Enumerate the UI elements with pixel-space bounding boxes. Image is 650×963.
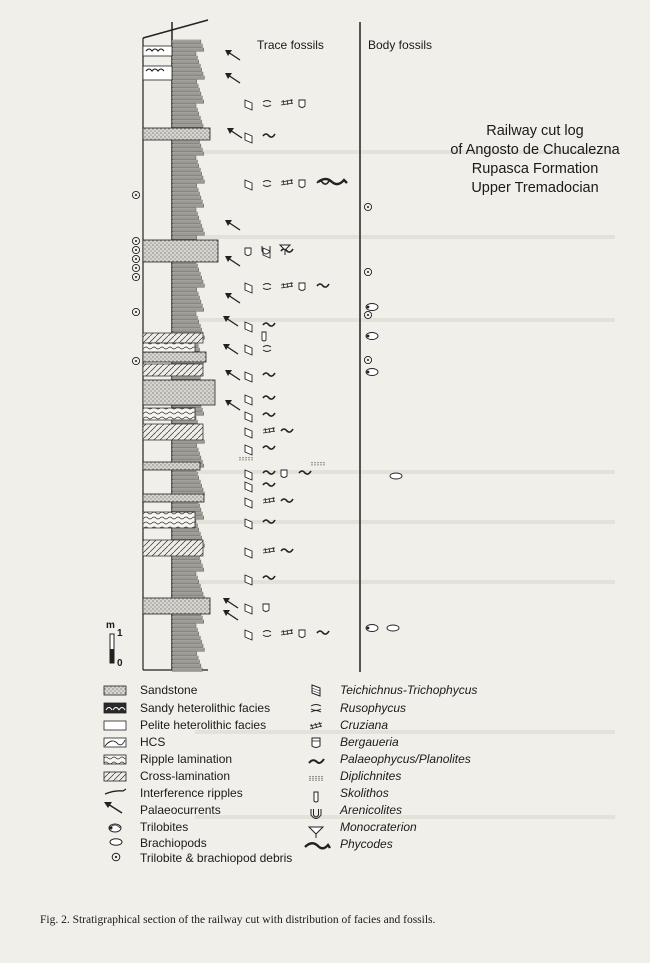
pelite-bed <box>172 196 201 199</box>
legend-sandstone: Sandstone <box>140 683 198 697</box>
pelite-bed <box>172 288 197 291</box>
legend-rusophycus: Rusophycus <box>340 701 407 715</box>
diplichnites-mark <box>240 457 252 461</box>
pelite-bed <box>172 264 197 267</box>
palaeocurrent-arrows <box>223 50 242 620</box>
pelite-bed <box>172 528 199 531</box>
pelite-bed <box>172 140 200 143</box>
pelite-bed <box>172 268 199 271</box>
pelite-bed <box>172 320 199 323</box>
rusophycus-mark <box>263 101 271 107</box>
debris-dot <box>135 249 137 251</box>
sandy-heterolithic-bed <box>143 66 172 80</box>
teichichnus-mark <box>245 100 252 110</box>
pelite-bed <box>172 124 203 127</box>
hcs-swatch <box>104 738 126 747</box>
pelite-bed <box>172 484 202 487</box>
pelite-bed <box>172 580 199 583</box>
pelite-bed <box>172 452 200 455</box>
pelite-bed <box>172 232 204 235</box>
trace-fossil-rows <box>240 99 347 640</box>
legend-left-icons <box>104 686 126 861</box>
teichichnus-mark <box>245 395 252 405</box>
body-debris-dot <box>367 314 369 316</box>
legend-cross-lamination: Cross-lamination <box>140 769 231 783</box>
scale-bar-lower <box>110 649 114 663</box>
laminated-bed <box>143 424 203 440</box>
trilobite-eye <box>367 335 370 338</box>
pelite-bed <box>172 48 204 51</box>
sandstone-swatch <box>104 686 126 695</box>
teichichnus-mark <box>245 345 252 355</box>
pelite-bed <box>172 376 200 379</box>
brachiopod-mark <box>387 625 399 631</box>
pelite-bed <box>172 592 203 595</box>
pelite-bed <box>172 176 203 179</box>
pelite-bed <box>172 228 203 231</box>
pelite-bed <box>172 204 204 207</box>
pelite-bed <box>172 280 203 283</box>
laminated-bed <box>143 333 203 343</box>
pelite-bed <box>172 644 203 647</box>
laminated-bed <box>143 343 195 352</box>
palaeocurrent-arrow-head <box>225 50 232 56</box>
trilobite-eye <box>367 371 370 374</box>
pelite-bed <box>172 80 197 83</box>
legend-trilobites: Trilobites <box>140 820 189 834</box>
teichichnus-mark <box>245 548 252 558</box>
palaeophycus-mark <box>263 134 275 137</box>
diplichnites-icon <box>310 776 322 781</box>
palaeocurrent-arrow-head <box>223 316 230 322</box>
pelite-bed <box>172 472 197 475</box>
legend-arenicolites: Arenicolites <box>340 803 403 817</box>
teichichnus-mark <box>245 133 252 143</box>
pelite-bed <box>172 84 198 87</box>
pelite-bed <box>172 160 197 163</box>
legend-phycodes: Phycodes <box>340 837 393 851</box>
debris-dot <box>135 276 137 278</box>
teichichnus-mark <box>245 482 252 492</box>
legend-hcs: HCS <box>140 735 166 749</box>
debris-markers <box>132 191 139 364</box>
legend-palaeophycus: Palaeophycus/Planolites <box>340 752 471 766</box>
sandstone-bed <box>143 598 210 614</box>
pelite-bed <box>172 172 202 175</box>
laminated-bed <box>143 540 203 556</box>
figure-caption: Fig. 2. Stratigraphical section of the railway cut with distribution of facies and fossils. <box>40 914 436 926</box>
pelite-heterolithic-swatch <box>104 721 126 730</box>
legend-interference-ripples: Interference ripples <box>140 786 243 800</box>
pelite-bed <box>172 108 197 111</box>
skolithos-icon <box>314 792 318 802</box>
bergaueria-mark <box>263 604 269 612</box>
cruziana-icon <box>310 722 322 729</box>
legend-cruziana: Cruziana <box>340 718 389 732</box>
pelite-bed <box>172 296 200 299</box>
teichichnus-mark <box>245 322 252 332</box>
legend-ripple-lamination: Ripple lamination <box>140 752 233 766</box>
debris-dot <box>135 240 137 242</box>
interference-ripples-icon <box>105 789 126 794</box>
monocraterion-icon <box>309 827 323 838</box>
pelite-bed <box>172 568 204 571</box>
palaeocurrent-arrow-head <box>225 400 232 406</box>
teichichnus-mark <box>245 519 252 529</box>
palaeocurrent-arrow-head <box>223 344 230 350</box>
pelite-bed <box>172 156 196 159</box>
debris-icon <box>112 853 120 861</box>
pelite-bed <box>172 652 197 655</box>
pelite-bed <box>172 576 197 579</box>
pelite-bed <box>172 40 201 43</box>
diplichnites-mark <box>312 462 324 466</box>
pelite-bed <box>172 220 200 223</box>
pelite-bed <box>172 180 204 183</box>
palaeocurrent-arrow-head <box>225 73 232 79</box>
pelite-bed <box>172 572 196 575</box>
palaeophycus-mark <box>263 396 275 399</box>
palaeophycus-mark <box>281 499 293 502</box>
pelite-bed <box>172 96 202 99</box>
pelite-bed <box>172 624 196 627</box>
pelite-bed <box>172 660 200 663</box>
debris-dot <box>135 267 137 269</box>
pelite-bed <box>172 508 201 511</box>
pelite-bed <box>172 292 198 295</box>
pelite-bed <box>172 536 202 539</box>
pelite-bed <box>172 564 202 567</box>
trilobite-eye <box>367 627 370 630</box>
legend-skolithos: Skolithos <box>340 786 389 800</box>
teichichnus-mark <box>245 604 252 614</box>
scale-unit: m <box>106 620 115 631</box>
pelite-bed <box>172 284 204 287</box>
column-top-cut <box>143 20 208 38</box>
lithology-column <box>143 20 218 671</box>
brachiopod-mark <box>390 473 402 479</box>
rusophycus-mark <box>263 631 271 637</box>
pelite-bed <box>172 216 199 219</box>
teichichnus-mark <box>245 412 252 422</box>
cross-lamination-swatch <box>104 772 126 781</box>
legend-bergaueria: Bergaueria <box>340 735 399 749</box>
pelite-bed <box>172 116 200 119</box>
pelite-bed <box>172 456 201 459</box>
brachiopod-icon <box>110 839 122 845</box>
pelite-bed <box>172 212 197 215</box>
bed-stack <box>143 40 218 671</box>
pelite-bed <box>172 60 199 63</box>
scale-bar <box>110 634 114 663</box>
pelite-bed <box>172 620 204 623</box>
rusophycus-icon <box>311 705 321 713</box>
pelite-bed <box>172 420 197 423</box>
sandstone-bed <box>143 240 218 262</box>
pelite-bed <box>172 148 202 151</box>
pelite-bed <box>172 628 197 631</box>
palaeophycus-mark <box>263 483 275 486</box>
scale-zero: 0 <box>117 658 123 669</box>
sandstone-bed <box>143 352 206 362</box>
trace-fossils-header: Trace fossils <box>257 38 324 52</box>
pelite-bed <box>172 316 197 319</box>
pelite-bed <box>172 648 204 651</box>
teichichnus-mark <box>245 470 252 480</box>
debris-dot <box>135 311 137 313</box>
teichichnus-mark <box>245 498 252 508</box>
phycodes-icon <box>305 843 330 848</box>
trilobite-eye <box>367 306 370 309</box>
cruziana-mark <box>281 99 293 105</box>
pelite-bed <box>172 440 204 443</box>
ripple-lamination-swatch <box>104 755 126 764</box>
pelite-bed <box>172 668 202 671</box>
pelite-bed <box>172 72 203 75</box>
cruziana-mark <box>263 497 275 503</box>
body-debris-dot <box>367 359 369 361</box>
pelite-bed <box>172 664 201 667</box>
pelite-bed <box>172 636 200 639</box>
title-line-1: Railway cut log <box>486 123 584 139</box>
pelite-bed <box>172 200 202 203</box>
legend-brachiopods: Brachiopods <box>140 836 207 850</box>
pelite-bed <box>172 64 200 67</box>
pelite-bed <box>172 584 200 587</box>
pelite-bed <box>172 104 196 107</box>
cruziana-mark <box>281 282 293 288</box>
cruziana-mark <box>281 629 293 635</box>
teichichnus-mark <box>245 283 252 293</box>
legend-pelite-heterolithic: Pelite heterolithic facies <box>140 718 267 732</box>
pelite-bed <box>172 224 202 227</box>
palaeophycus-icon <box>309 759 324 763</box>
pelite-bed <box>172 44 202 47</box>
teichichnus-mark <box>245 428 252 438</box>
teichichnus-mark <box>245 630 252 640</box>
arenicolites-icon <box>311 809 321 819</box>
pelite-bed <box>172 640 202 643</box>
body-debris-dot <box>367 206 369 208</box>
palaeophycus-mark <box>263 323 275 326</box>
body-debris-dot <box>367 271 369 273</box>
palaeophycus-mark <box>281 549 293 552</box>
pelite-bed <box>172 304 202 307</box>
laminated-bed <box>143 364 203 376</box>
legend-monocraterion: Monocraterion <box>340 820 417 834</box>
pelite-bed <box>172 300 201 303</box>
pelite-bed <box>172 92 201 95</box>
pelite-bed <box>172 68 202 71</box>
laminated-bed <box>143 512 195 528</box>
pelite-bed <box>172 56 197 59</box>
rusophycus-mark <box>263 346 271 352</box>
rusophycus-mark <box>263 284 271 290</box>
palaeophycus-mark <box>281 429 293 432</box>
palaeocurrent-arrow-head <box>227 128 234 134</box>
teichichnus-mark <box>245 445 252 455</box>
pelite-bed <box>172 88 200 91</box>
cruziana-mark <box>263 547 275 553</box>
pelite-bed <box>172 184 197 187</box>
pelite-bed <box>172 144 201 147</box>
teichichnus-icon <box>312 685 320 696</box>
pelite-bed <box>172 312 196 315</box>
palaeocurrent-arrow-head <box>225 256 232 262</box>
legend-sandy-heterolithic: Sandy heterolithic facies <box>140 701 271 715</box>
palaeophycus-mark <box>263 520 275 523</box>
pelite-bed <box>172 112 199 115</box>
pelite-bed <box>172 656 198 659</box>
pelite-bed <box>172 616 202 619</box>
bergaueria-mark <box>245 248 251 256</box>
pelite-bed <box>172 152 204 155</box>
bergaueria-mark <box>299 180 305 188</box>
palaeocurrent-arrow-head <box>223 598 230 604</box>
teichichnus-mark <box>245 372 252 382</box>
sandstone-bed <box>143 128 210 140</box>
body-fossil-markers <box>364 203 402 631</box>
title-line-4: Upper Tremadocian <box>471 180 599 196</box>
skolithos-mark <box>262 332 266 341</box>
pelite-bed <box>172 480 200 483</box>
title-line-2: of Angosto de Chucalezna <box>450 142 620 158</box>
pelite-bed <box>172 236 197 239</box>
trilobite-icon <box>109 824 121 832</box>
pelite-bed <box>172 488 203 491</box>
sandstone-bed <box>143 380 215 405</box>
pelite-bed <box>172 632 199 635</box>
sandstone-bed <box>143 494 204 502</box>
body-fossils-header: Body fossils <box>368 38 433 52</box>
palaeocurrent-arrow-head <box>225 220 232 226</box>
pelite-bed <box>172 504 200 507</box>
palaeophycus-mark <box>317 631 329 634</box>
cruziana-mark <box>281 179 293 185</box>
legend-diplichnites: Diplichnites <box>340 769 402 783</box>
legend-debris: Trilobite & brachiopod debris <box>140 851 293 865</box>
palaeocurrent-arrow-head <box>225 293 232 299</box>
palaeocurrent-arrow-head <box>225 370 232 376</box>
palaeophycus-mark <box>263 373 275 376</box>
pelite-bed <box>172 556 200 559</box>
pelite-bed <box>172 328 202 331</box>
bergaueria-mark <box>299 283 305 291</box>
pelite-bed <box>172 76 204 79</box>
pelite-bed <box>172 168 200 171</box>
teichichnus-mark <box>245 180 252 190</box>
pelite-bed <box>172 100 204 103</box>
pelite-bed <box>172 120 202 123</box>
legend-teichichnus: Teichichnus-Trichophycus <box>340 683 478 697</box>
pelite-bed <box>172 324 200 327</box>
palaeocurrent-arrow-head <box>223 610 230 616</box>
palaeophycus-mark <box>281 249 293 252</box>
title-line-3: Rupasca Formation <box>471 161 599 177</box>
palaeocurrent-arrow-shaft-icon <box>108 804 122 813</box>
rusophycus-mark <box>263 181 271 187</box>
legend-right-icons <box>305 685 330 848</box>
bergaueria-icon <box>312 738 320 748</box>
debris-dot <box>135 360 137 362</box>
palaeophycus-mark <box>263 471 275 474</box>
cruziana-mark <box>263 427 275 433</box>
pelite-bed <box>172 448 198 451</box>
pelite-bed <box>172 208 196 211</box>
pelite-bed <box>172 308 204 311</box>
scale-one: 1 <box>117 628 123 639</box>
pelite-bed <box>172 476 199 479</box>
palaeophycus-mark <box>263 413 275 416</box>
pelite-bed <box>172 444 197 447</box>
pelite-bed <box>172 560 201 563</box>
palaeophycus-mark <box>299 471 311 474</box>
pelite-bed <box>172 588 202 591</box>
pelite-bed <box>172 532 200 535</box>
pelite-bed <box>172 188 198 191</box>
debris-dot <box>135 194 137 196</box>
pelite-bed <box>172 52 196 55</box>
bergaueria-mark <box>299 630 305 638</box>
pelite-bed <box>172 192 200 195</box>
pelite-bed <box>172 276 202 279</box>
pelite-bed <box>172 164 199 167</box>
bergaueria-mark <box>281 470 287 478</box>
legend-palaeocurrents: Palaeocurrents <box>140 803 221 817</box>
debris-dot <box>135 258 137 260</box>
laminated-bed <box>143 408 195 420</box>
palaeophycus-mark <box>317 284 329 287</box>
teichichnus-mark <box>245 575 252 585</box>
bergaueria-mark <box>299 100 305 108</box>
pelite-bed <box>172 272 200 275</box>
palaeophycus-mark <box>263 576 275 579</box>
sandstone-bed <box>143 462 200 470</box>
palaeophycus-mark <box>263 446 275 449</box>
